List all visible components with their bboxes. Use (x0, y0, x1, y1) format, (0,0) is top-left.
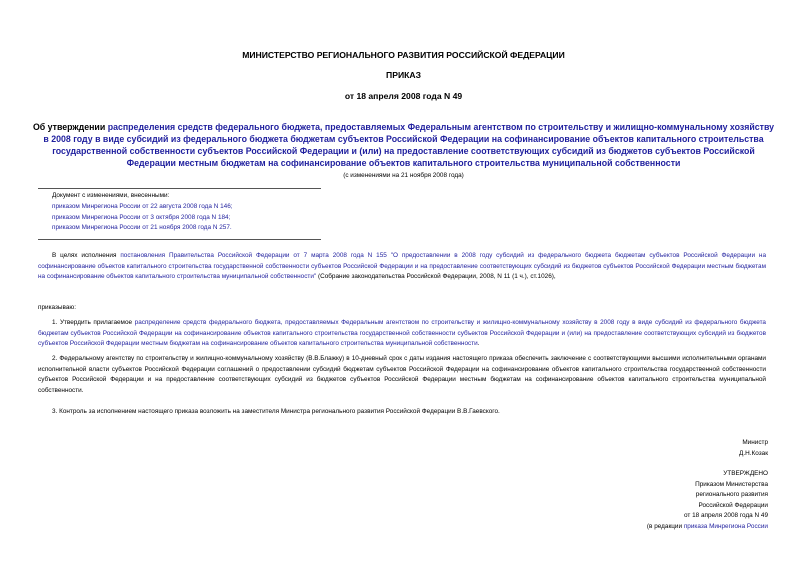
ministry-heading: МИНИСТЕРСТВО РЕГИОНАЛЬНОГО РАЗВИТИЯ РОССИЙСКОЙ ФЕДЕРАЦИИ (242, 50, 565, 60)
approved-edition-link[interactable]: приказа Минрегиона России (683, 522, 768, 530)
title-prefix: Об утверждении (32, 122, 106, 132)
approved-line-1: Приказом Министерства (695, 480, 768, 488)
approved-line-3: Российской Федерации (698, 501, 768, 509)
signature-role: Министр (742, 439, 768, 446)
approved-line-4: от 18 апреля 2008 года N 49 (683, 512, 768, 520)
document-title (30, 121, 777, 169)
preamble-start: В целях исполнения (52, 252, 121, 259)
item-2-paragraph: 2. Федеральному агентству по строительству и жилищно-коммунальному хозяйству (В.В.Блажку) в 10-дневный срок с даты издания настоящего приказа обеспечить заключение с соответствующими высшими исполнительными органами исполнительной власти субъектов Российской Федерации соглашений о предоставлении субсидий бюджетам субъектов Российской Федерации на софинансирование объектов капитального строительства государственной собственности субъектов Российской Федерации и на предоставление соответствующих субсидий из бюджетов субъектов Российской Федерации местным бюджетам на софинансирование объектов капитального строительства муниципальной собственности. (38, 355, 766, 395)
amendments-list (52, 191, 233, 234)
doc-date-number: от 18 апреля 2008 года N 49 (344, 91, 463, 101)
approved-line-2: регионального развития (695, 491, 768, 499)
amendment-note: (с изменениями на 21 ноября 2008 года) (343, 172, 464, 179)
amendment-link-3[interactable]: приказом Минрегиона России от 21 ноября 2008 года N 257. (52, 224, 232, 232)
approved-title: УТВЕРЖДЕНО (723, 470, 768, 477)
bottom-divider (38, 239, 321, 240)
amendment-link-1[interactable]: приказом Минрегиона России от 22 августа 2008 года N 146; (52, 202, 233, 210)
preamble-paragraph (38, 251, 766, 283)
approved-line-5 (647, 522, 768, 533)
amendments-intro: Документ с изменениями, внесенными: (52, 192, 170, 199)
item-3-paragraph: 3. Контроль за исполнением настоящего приказа возложить на заместителя Министра регионального развития Российской Федерации В.В.Гаевского. (52, 408, 500, 415)
signature-name: Д.Н.Козак (739, 449, 768, 457)
top-divider (38, 188, 321, 189)
title-link[interactable]: распределения средств федерального бюджета, предоставляемых Федеральным агентством по строительству и жилищно-коммунальному хозяйству в 2008 году в виде субсидий из федерального бюджета бюджетам субъектов Российской Федерации на софинансирование объектов капитального строительства государственной собственности субъектов Российской Федерации и (или) на предоставление соответствующих субсидий из бюджетов субъектов Российской Федерации местным бюджетам на софинансирование объектов капитального строительства муниципальной собственности (43, 122, 775, 168)
amendment-link-2[interactable]: приказом Минрегиона России от 3 октября 2008 года N 184; (52, 213, 231, 221)
orders-word: приказываю: (38, 304, 76, 311)
approved-block (647, 469, 768, 533)
government-decree-link[interactable]: постановления Правительства Российской Федерации от 7 марта 2008 года N 155 "О предоставлении в 2008 году субсидий из федерального бюджета бюджетам субъектов Российской Федерации на софинансирование объектов капитального строительства государственной собственности субъектов Российской Федерации и на предоставление соответствующих субсидий из бюджетов субъектов Российской Федерации местным бюджетам на софинансирование объектов капитального строительства муниципальной собственности" (38, 252, 766, 281)
approved-line-5-prefix: (в редакции (646, 522, 684, 530)
preamble-end: (Собрание законодательства Российской Федерации, 2008, N 11 (1 ч.), ст.1026), (316, 273, 556, 281)
signature-block (739, 438, 768, 459)
item-1-prefix: 1. Утвердить прилагаемое (52, 319, 135, 326)
item-1-suffix: . (477, 340, 480, 348)
item-1-paragraph (38, 318, 766, 350)
doc-type-heading: ПРИКАЗ (386, 70, 421, 80)
distribution-link[interactable]: распределение средств федерального бюджета, предоставляемых Федеральным агентством по строительству и жилищно-коммунальному хозяйству в 2008 году в виде субсидий из федерального бюджета бюджетам субъектов Российской Федерации на софинансирование объектов капитального строительства государственной собственности субъектов Российской Федерации и (или) на предоставление соответствующих субсидий из бюджетов субъектов Российской Федерации местным бюджетам на софинансирование объектов капитального строительства муниципальной собственности (38, 319, 766, 348)
